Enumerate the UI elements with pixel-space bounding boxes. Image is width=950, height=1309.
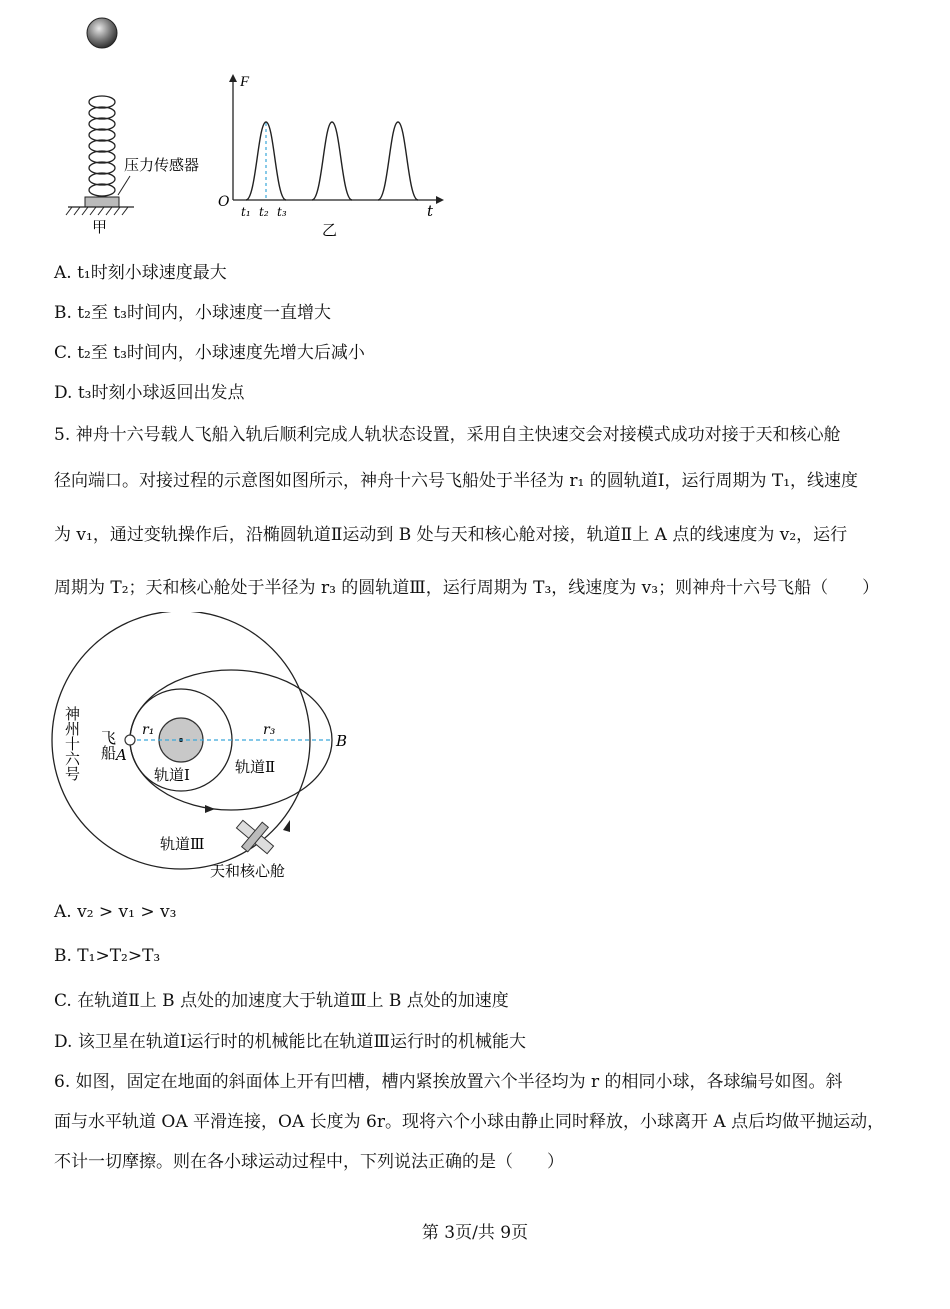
orbit-2-label: 轨道Ⅱ (235, 758, 276, 776)
q5-stem-line-3: 为 v₁，通过变轨操作后，沿椭圆轨道Ⅱ运动到 B 处与天和核心舱对接，轨道Ⅱ上 A 点的线速度为 v₂，运行 (54, 525, 848, 545)
origin: O (218, 194, 230, 210)
ball (87, 18, 117, 48)
spring (89, 96, 115, 196)
core-label: 天和核心舱 (210, 862, 286, 880)
q5-option-b: B. T₁>T₂>T₃ (54, 946, 161, 966)
orbit-3-label: 轨道Ⅲ (160, 835, 205, 853)
q5-stem-line-4: 周期为 T₂；天和核心舱处于半径为 r₃ 的圆轨道Ⅲ，运行周期为 T₃，线速度为 v₃；则神舟十六号飞船（ ） (54, 578, 880, 598)
q4-option-a: A. t₁时刻小球速度最大 (54, 263, 227, 283)
q5-option-c: C. 在轨道Ⅱ上 B 点处的加速度大于轨道Ⅲ上 B 点处的加速度 (54, 991, 509, 1011)
radius-r3: r₃ (263, 722, 276, 738)
point-b: B (336, 732, 348, 750)
tick-t3: t₃ (277, 205, 287, 219)
ship-marker (125, 735, 135, 745)
orbit-1-label: 轨道Ⅰ (154, 766, 190, 784)
ship-short-label: 飞船 (99, 730, 117, 760)
axis-t: t (427, 202, 434, 220)
radius-r1: r₁ (142, 722, 155, 738)
q5-option-d: D. 该卫星在轨道Ⅰ运行时的机械能比在轨道Ⅲ运行时的机械能大 (54, 1032, 526, 1052)
tick-t2: t₂ (259, 205, 269, 219)
spring-force-figure (60, 10, 450, 245)
q4-option-d: D. t₃时刻小球返回出发点 (54, 383, 245, 403)
core-module-icon (229, 812, 280, 862)
q5-stem-line-2: 径向端口。对接过程的示意图如图所示，神舟十六号飞船处于半径为 r₁ 的圆轨道Ⅰ，运行周期为 T₁，线速度 (54, 471, 859, 491)
q5-stem-line-1: 5. 神舟十六号载人飞船入轨后顺利完成人轨状态设置，采用自主快速交会对接模式成功对接于天和核心舱 (54, 425, 841, 445)
yi-label: 乙 (322, 221, 338, 239)
q5-option-a: A. v₂ > v₁ > v₃ (54, 902, 177, 922)
point-a: A (116, 746, 127, 764)
q6-stem-line-3: 不计一切摩擦。则在各小球运动过程中，下列说法正确的是（ ） (54, 1152, 564, 1172)
sensor-label: 压力传感器 (124, 156, 200, 174)
q4-option-b: B. t₂至 t₃时间内，小球速度一直增大 (54, 303, 331, 323)
q6-stem-line-2: 面与水平轨道 OA 平滑连接，OA 长度为 6r。现将六个小球由静止同时释放，小球离开 A 点后均做平抛运动， (54, 1112, 885, 1132)
ship-vertical-label: 神州十六号 (63, 706, 81, 781)
force-curve (246, 122, 418, 200)
page-number: 第 3页/共 9页 (421, 1223, 529, 1243)
q4-option-c: C. t₂至 t₃时间内，小球速度先增大后减小 (54, 343, 365, 363)
tick-t1: t₁ (241, 205, 251, 219)
orbit-figure (50, 612, 350, 892)
q6-stem-line-1: 6. 如图，固定在地面的斜面体上开有凹槽，槽内紧挨放置六个半径均为 r 的相同小球，各球编号如图。斜 (54, 1072, 843, 1092)
pressure-sensor (85, 197, 119, 207)
jia-label: 甲 (92, 218, 108, 236)
axis-f: F (240, 74, 250, 90)
